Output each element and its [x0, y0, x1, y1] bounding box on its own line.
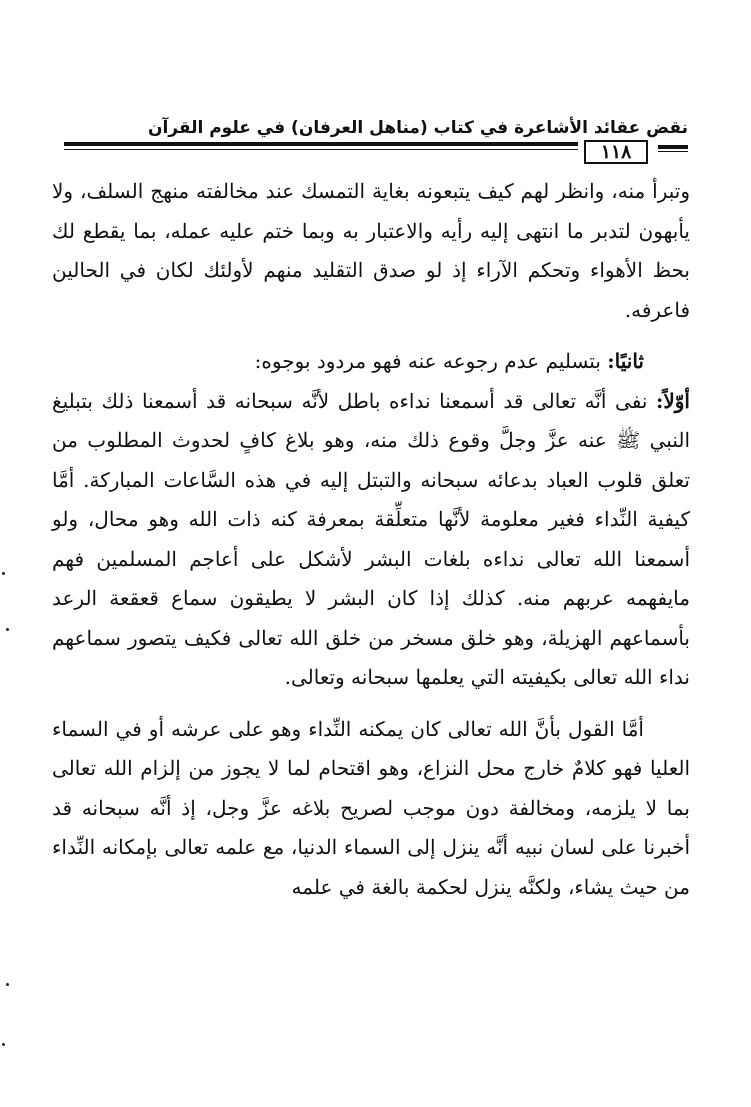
page-body	[52, 172, 690, 907]
running-title: نقض عقائد الأشاعرة في كتاب (مناهل العرفان) في علوم القرآن	[147, 118, 688, 138]
scan-speck	[6, 628, 9, 631]
paragraph-2	[52, 342, 690, 382]
paragraph-text: وتبرأ منه، وانظر لهم كيف يتبعونه بغاية التمسك عند مخالفته منهج السلف، ولا يأبهون لتدبر ما انتهى إليه رأيه والاعتبار به وبما ختم عليه عمله، بما يقطع لك بحظ الأهواء وتحكم الآراء إذ لو صدق التقليد منهم لأولئك لكان في الحالين فاعرفه.	[52, 179, 690, 322]
header-rule-right	[658, 145, 688, 149]
paragraph-1	[52, 172, 690, 330]
paragraph-text: نفى أنَّه تعالى قد أسمعنا نداءه باطل لأنَّه سبحانه قد أسمعنا ذلك بتبليغ النبي ﷺ عنه عزَّ وجلَّ وقوع ذلك منه، وهو بلاغ كافٍ لحدوث المطلوب من تعلق قلوب العباد بدعائه سبحانه والتبتل إليه في هذه السَّاعات المباركة. أمَّا كيفية النِّداء فغير معلومة لأنَّها متعلِّقة بمعرفة كنه ذات الله وهو محال، ولو أسمعنا الله تعالى نداءه بلغات البشر لأشكل على أعاجم المسلمين فهم مايفهمه عربهم منه. كذلك إذا كان البشر لا يطيقون سماع قعقعة الرعد بأسماعهم الهزيلة، وهو خلق مسخر من خلق الله تعالى فكيف يتصور سماعهم نداء الله تعالى بكيفيته التي يعلمها سبحانه وتعالى.	[52, 388, 690, 689]
page-number: ١١٨	[584, 140, 648, 164]
header-rule-thin	[64, 149, 578, 150]
paragraph-lead: ثانيًا:	[607, 349, 644, 373]
paragraph-text: أمَّا القول بأنَّ الله تعالى كان يمكنه النِّداء وهو على عرشه أو في السماء العليا فهو كلامٌ خارج محل النزاع، وهو اقتحام لما لا يجوز من إلزام الله تعالى بما لا يلزمه، ومخالفة دون موجب لصريح بلاغه عزَّ وجل، إذ أنَّه سبحانه قد أخبرنا على لسان نبيه أنَّه ينزل إلى السماء الدنيا، مع علمه تعالى بإمكانه النِّداء من حيث يشاء، ولكنَّه ينزل لحكمة بالغة في علمه	[52, 716, 690, 899]
scan-speck	[2, 1043, 5, 1046]
paragraph-4	[52, 710, 690, 908]
scan-speck	[6, 983, 9, 986]
paragraph-3	[52, 382, 690, 698]
paragraph-lead: أوّلاً:	[655, 388, 690, 413]
header-rule-right-thin	[658, 151, 688, 152]
scan-speck	[2, 572, 5, 575]
paragraph-text: بتسليم عدم رجوعه عنه فهو مردود بوجوه:	[254, 349, 608, 373]
header-rule	[64, 142, 578, 146]
